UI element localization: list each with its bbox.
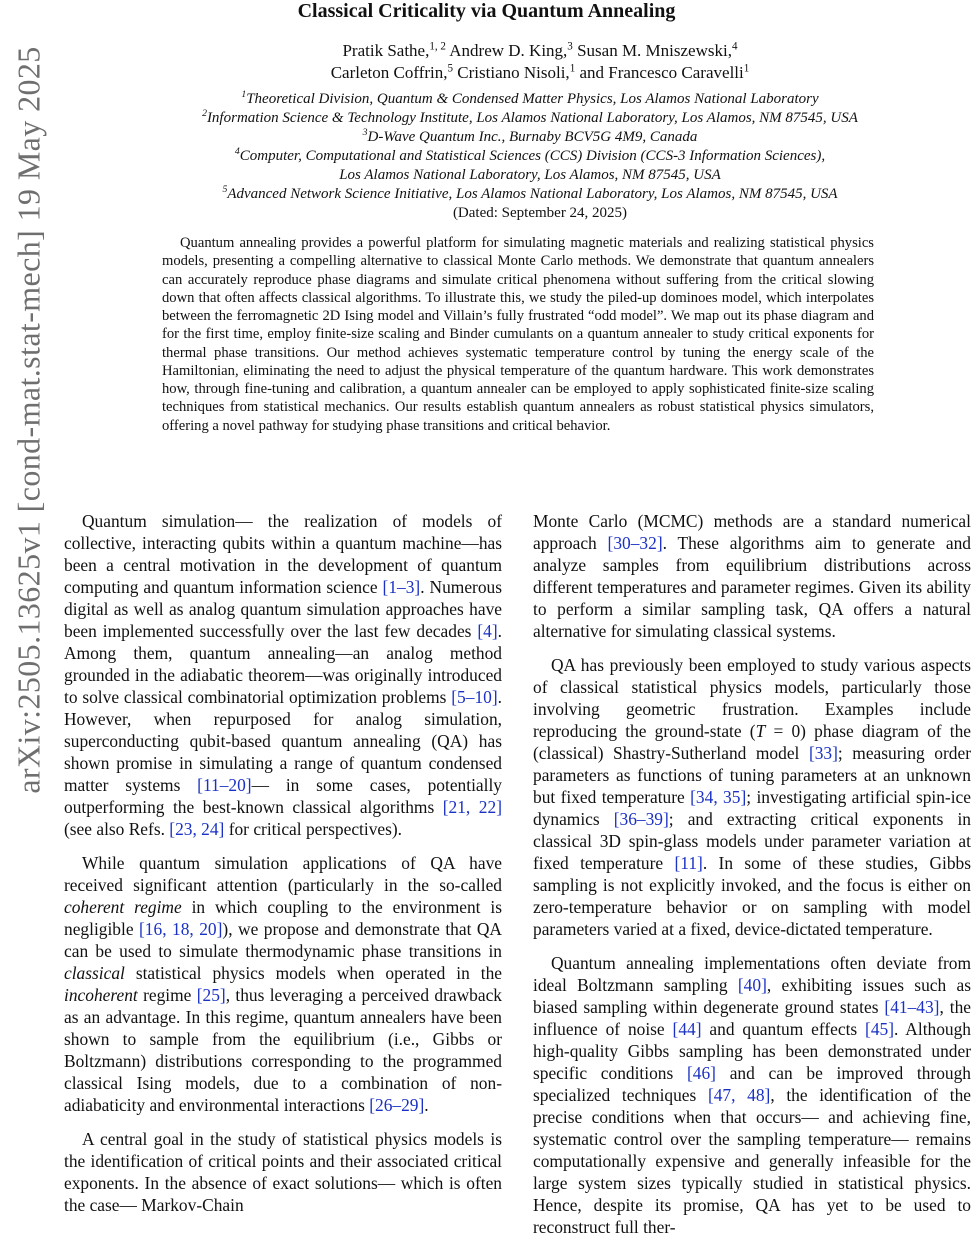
author: Pratik Sathe, xyxy=(342,41,430,60)
author-affil-mark: 1 xyxy=(569,62,576,75)
affiliation: $^2$Information Science & Technology Institute, Los Alamos National Laboratory, Los Alamos, NM 87545, USA xyxy=(202,108,858,126)
citation-link[interactable]: [21, 22] xyxy=(442,797,502,817)
body-column-right xyxy=(533,510,971,1250)
date-line: (Dated: September 24, 2025) xyxy=(452,205,628,221)
citation-link[interactable]: [11] xyxy=(674,853,703,873)
citation-link[interactable]: [36–39] xyxy=(613,809,669,829)
citation-link[interactable]: [44] xyxy=(672,1019,702,1039)
author-affil-mark: 5 xyxy=(447,62,454,75)
paragraph: Quantum simulation— the realization of models of collective, interacting qubits within a quantum machine—has been a central motivation in the development of quantum computing and quantum information science [1–3]. Numerous digital as well as analog quantum simulation approaches have been implemented successfully over the last few decades [4]. Among them, quantum annealing—an analog method grounded in the adiabatic theorem—was originally introduced to solve classical combinatorial optimization problems [5–10]. However, when repurposed for analog simulation, superconducting qubit-based quantum annealing (QA) has shown promise in simulating a range of quantum condensed matter systems [11–20]— in some cases, potentially outperforming the best-known classical algorithms [21, 22] (see also Refs. [23, 24] for critical perspectives). xyxy=(64,511,502,839)
paragraph: QA has previously been employed to study various aspects of classical statistical physics models, particularly those involving geometric frustration. Examples include reproducing the ground-state (T = 0) phase diagram of the (classical) Shastry-Sutherland model [33]; measuring order parameters as functions of tuning parameters at an unknown but fixed temperature [34, 35]; investigating artificial spin-ice dynamics [36–39]; and extracting critical exponents in classical 3D spin-glass models under parameter variation at fixed temperature [11]. In some of these studies, Gibbs sampling is not explicitly invoked, and the focus is either on zero-temperature behavior or on sampling with model parameters varied at a fixed, device-dictated temperature. xyxy=(533,655,972,939)
author-affil-mark: 1, 2 xyxy=(429,40,446,53)
citation-link[interactable]: [34, 35] xyxy=(690,787,747,807)
citation-link[interactable]: [30–32] xyxy=(607,533,663,553)
citation-link[interactable]: [4] xyxy=(477,621,498,641)
body-column-left xyxy=(64,510,502,1228)
citation-link[interactable]: [26–29] xyxy=(369,1095,425,1115)
affiliation: $^3$D-Wave Quantum Inc., Burnaby BCV5G 4M9, Canada xyxy=(362,127,698,145)
paragraph: A central goal in the study of statistical physics models is the identification of critical points and their associated critical exponents. In the absence of exact solutions— which is often the case— Markov-Chain xyxy=(64,1129,502,1215)
paragraph: Monte Carlo (MCMC) methods are a standard numerical approach [30–32]. These algorithms aim to generate and analyze samples from equilibrium distributions across different temperatures and parameter regimes. Given its ability to perform a similar sampling task, QA offers a natural alternative for simulating classical systems. xyxy=(533,511,971,641)
citation-link[interactable]: [45] xyxy=(865,1019,895,1039)
affiliations xyxy=(120,90,940,204)
author-affil-mark: 3 xyxy=(567,40,573,53)
citation-link[interactable]: [1–3] xyxy=(382,577,421,597)
author-affil-mark: 1 xyxy=(743,62,750,75)
citation-link[interactable]: [41–43] xyxy=(884,997,940,1017)
affiliation: $^4$Computer, Computational and Statistical Sciences (CCS) Division (CCS-3 Information Sciences), xyxy=(234,146,826,164)
arxiv-sidebar xyxy=(0,0,58,1200)
author: Cristiano Nisoli, xyxy=(457,63,570,82)
affiliation: $^1$Theoretical Division, Quantum & Condensed Matter Physics, Los Alamos National Laboratory xyxy=(241,89,819,107)
citation-link[interactable]: [23, 24] xyxy=(169,819,225,839)
affiliation: $^5$Advanced Network Science Initiative, Los Alamos National Laboratory, Los Alamos, NM 87545, USA xyxy=(222,184,838,202)
affiliation: Los Alamos National Laboratory, Los Alamos, NM 87545, USA xyxy=(339,167,721,183)
paper-title: Classical Criticality via Quantum Annealing xyxy=(297,0,676,22)
citation-link[interactable]: [5–10] xyxy=(451,687,498,707)
citation-link[interactable]: [25] xyxy=(196,985,226,1005)
author: and Francesco Caravelli xyxy=(579,63,744,82)
author-affil-mark: 4 xyxy=(731,40,738,53)
citation-link[interactable]: [46] xyxy=(686,1063,716,1083)
author: Andrew D. King, xyxy=(449,41,568,60)
abstract: Quantum annealing provides a powerful platform for simulating magnetic materials and realizing statistical physics models, presenting a compelling alternative to classical Monte Carlo methods. We demonstrate that quantum annealers can accurately reproduce phase diagrams and simulate critical phenomena without suffering from the critical slowing down that often affects classical algorithms. To illustrate this, we study the piled-up dominoes model, which interpolates between the ferromagnetic 2D Ising model and Villain’s fully frustrated “odd model”. We map out its phase diagram and for the first time, employ finite-size scaling and Binder cumulants on a quantum annealer to study critical exponents for thermal phase transitions. Our method achieves systematic temperature control by tuning the energy scale of the Hamiltonian, eliminating the need to adjust the physical temperature of the quantum hardware. This work demonstrates how, through fine-tuning and calibration, a quantum annealer can be employed to apply sophisticated finite-size scaling techniques from statistical mechanics. Our results establish quantum annealers as robust statistical physics simulators, offering a novel pathway for studying phase transitions and critical behavior. xyxy=(162,235,874,434)
citation-link[interactable]: [16, 18, 20] xyxy=(139,919,223,939)
author-line-2 xyxy=(150,62,930,84)
author-line-1 xyxy=(150,40,930,62)
paragraph: While quantum simulation applications of QA have received significant attention (particularly in the so-called coherent regime in which coupling to the environment is negligible [16, 18, 20]), we propose and demonstrate that QA can be used to simulate thermodynamic phase transitions in classical statistical physics models when operated in the incoherent regime [25], thus leveraging a perceived drawback as an advantage. In this regime, quantum annealers have been shown to sample from the equilibrium (i.e., Gibbs or Boltzmann) distributions corresponding to the programmed classical Ising models, due to a combination of non-adiabaticity and environmental interactions [26–29]. xyxy=(64,853,502,1115)
citation-link[interactable]: [33] xyxy=(808,743,838,763)
citation-link[interactable]: [47, 48] xyxy=(707,1085,771,1105)
author: Susan M. Mniszewski, xyxy=(577,41,732,60)
author: Carleton Coffrin, xyxy=(330,63,448,82)
author-list xyxy=(150,40,930,84)
citation-link[interactable]: [40] xyxy=(737,975,767,995)
citation-link[interactable]: [11–20] xyxy=(197,775,252,795)
paragraph: Quantum annealing implementations often deviate from ideal Boltzmann sampling [40], exhibiting issues such as biased sampling within degenerate ground states [41–43], the influence of noise [44] and quantum effects [45]. Although high-quality Gibbs sampling has been demonstrated under specific conditions [46] and can be improved through specialized techniques [47, 48], the identification of the precise conditions when that occurs— and achieving fine, systematic control over the sampling temperature— remains computationally expensive and generally infeasible for the large system sizes typically studied in statistical physics. Hence, despite its promise, QA has yet to be used to reconstruct full ther- xyxy=(533,953,971,1237)
arxiv-identifier: arXiv:2505.13625v1 [cond-mat.stat-mech] 19 May 2025 xyxy=(10,46,47,794)
